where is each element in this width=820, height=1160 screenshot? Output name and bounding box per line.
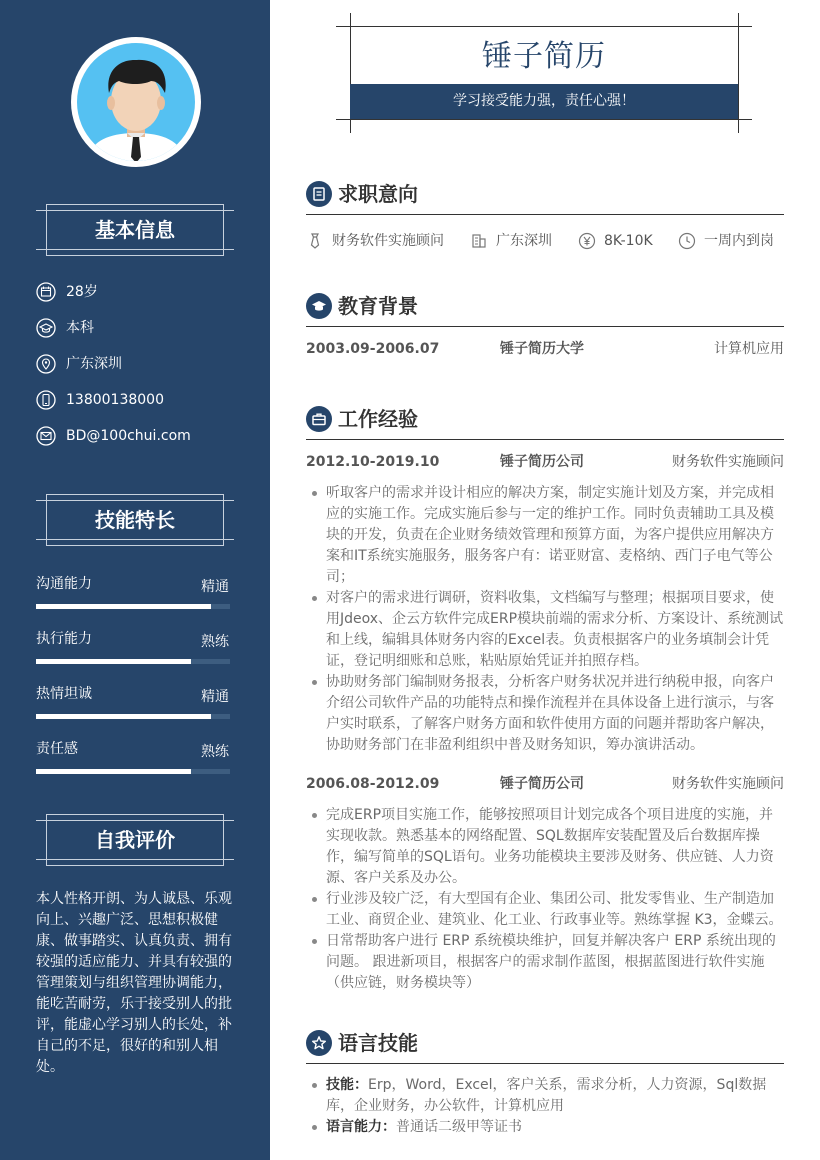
graduation-cap-icon [311, 298, 327, 314]
skill-item [36, 738, 230, 778]
skill-name: 热情坦诚 [36, 686, 92, 702]
job-period: 2006.08-2012.09 [306, 776, 440, 792]
skill-bar-fill [36, 604, 211, 609]
avatar [71, 37, 201, 167]
skill-bar-fill [36, 659, 191, 664]
skill-bar [36, 769, 230, 774]
skill-level: 熟练 [201, 744, 229, 760]
info-education-text: 本科 [66, 320, 94, 336]
skill-level: 精通 [201, 689, 229, 705]
language-skill-label: 技能： [326, 1077, 368, 1093]
tie-icon [306, 232, 324, 250]
list-item: 行业涉及较广泛，有大型国有企业、集团公司、批发零售业、生产制造加工业、商贸企业、建筑业、化工业、行政事业等。熟练掌握 K3，金蝶云。 [306, 889, 784, 931]
intent-city-text: 广东深圳 [496, 233, 552, 249]
sidebar [0, 0, 270, 1160]
intent-availability-text: 一周内到岗 [704, 233, 774, 249]
language-title: 语言技能 [338, 1031, 418, 1055]
graduation-cap-icon [36, 318, 56, 338]
skill-bar-fill [36, 769, 191, 774]
work-section-heading [306, 406, 784, 440]
job-row [306, 452, 784, 472]
slogan-text: 学习接受能力强，责任心强！ [453, 93, 635, 109]
skill-item [36, 628, 230, 668]
info-email-text: BD@100chui.com [66, 428, 191, 444]
info-age-text: 28岁 [66, 284, 98, 300]
skill-name: 责任感 [36, 741, 78, 757]
job-row [306, 774, 784, 794]
document-icon [311, 186, 327, 202]
list-item: 日常帮助客户进行 ERP 系统模块维护，回复并解决客户 ERP 系统出现的问题。 跟进新项目，根据客户的需求制作蓝图，根据蓝图进行软件实施（供应链，财务模块等） [306, 931, 784, 994]
skill-item [36, 683, 230, 723]
skill-name: 沟通能力 [36, 576, 92, 592]
work-badge [306, 406, 332, 432]
intent-title: 求职意向 [338, 182, 418, 206]
job-company: 锤子简历公司 [500, 776, 584, 792]
skill-level: 熟练 [201, 634, 229, 650]
list-item [306, 1075, 784, 1117]
education-title: 教育背景 [338, 294, 418, 318]
list-item [306, 1117, 784, 1138]
skill-name: 执行能力 [36, 631, 92, 647]
mail-icon [36, 426, 56, 446]
self-eval-title: 自我评价 [95, 828, 175, 852]
location-pin-icon [36, 354, 56, 374]
education-period: 2003.09-2006.07 [306, 341, 440, 357]
resume-title: 锤子简历 [482, 39, 606, 74]
intent-position-text: 财务软件实施顾问 [332, 233, 444, 249]
basic-info-heading [36, 204, 234, 256]
language-skill-text: Erp，Word，Excel，客户关系，需求分析，人力资源，Sql数据库，企业财务，办公软件，计算机应用 [326, 1077, 767, 1114]
avatar-icon [75, 41, 197, 163]
phone-icon [36, 390, 56, 410]
info-location-text: 广东深圳 [66, 356, 122, 372]
language-bullets [306, 1075, 784, 1138]
clock-icon [678, 232, 696, 250]
skill-bar [36, 659, 230, 664]
skill-bar [36, 714, 230, 719]
calendar-icon [36, 282, 56, 302]
skill-level: 精通 [201, 579, 229, 595]
language-badge [306, 1030, 332, 1056]
list-item: 对客户的需求进行调研，资料收集，文档编写与整理；根据项目要求，使用Jdeox、企云方软件完成ERP模块前端的需求分析、方案设计、系统测试和上线，编辑具体财务内容的Excel表。负责根据客户的业务填制会计凭证，登记明细账和总账，粘贴原始凭证并拍照存档。 [306, 588, 784, 672]
star-icon [311, 1035, 327, 1051]
self-eval-text: 本人性格开朗、为人诚恳、乐观向上、兴趣广泛、思想积极健康、做事踏实、认真负责、拥有较强的适应能力、并具有较强的管理策划与组织管理协调能力，能吃苦耐劳，乐于接受别人的批评，能虚心学习别人的长处，补自己的不足，很好的和别人相处。 [36, 891, 232, 1075]
job-role: 财务软件实施顾问 [672, 776, 784, 792]
job-period: 2012.10-2019.10 [306, 454, 440, 470]
job-bullets [306, 805, 784, 994]
language-section-heading [306, 1030, 784, 1064]
slogan-band [350, 84, 738, 119]
education-school: 锤子简历大学 [500, 341, 584, 357]
job-role: 财务软件实施顾问 [672, 454, 784, 470]
briefcase-icon [311, 411, 327, 427]
language-ability-text: 普通话二级甲等证书 [396, 1119, 522, 1135]
list-item: 协助财务部门编制财务报表，分析客户财务状况并进行纳税申报，向客户介绍公司软件产品的功能特点和操作流程并在具体设备上进行演示，与客户实时联系，了解客户财务方面和软件使用方面的问题并帮助客户解决，协助财务部门在非盈利组织中普及财务知识，筹办演讲活动。 [306, 672, 784, 756]
job-company: 锤子简历公司 [500, 454, 584, 470]
education-section-heading [306, 293, 784, 327]
skill-item [36, 573, 230, 613]
info-phone-text: 13800138000 [66, 392, 164, 408]
education-badge [306, 293, 332, 319]
basic-info-title: 基本信息 [95, 218, 175, 242]
intent-section-heading [306, 181, 784, 215]
job-bullets [306, 483, 784, 756]
education-major: 计算机应用 [714, 341, 784, 357]
skills-heading [36, 494, 234, 546]
language-ability-label: 语言能力： [326, 1119, 396, 1135]
work-title: 工作经验 [338, 407, 418, 431]
skill-bar-fill [36, 714, 211, 719]
skill-bar [36, 604, 230, 609]
intent-badge [306, 181, 332, 207]
self-eval-heading [36, 814, 234, 866]
education-row [306, 339, 784, 359]
list-item: 完成ERP项目实施工作，能够按照项目计划完成各个项目进度的实施，并实现收款。熟悉基本的网络配置、SQL数据库安装配置及后台数据库操作，编写简单的SQL语句。业务功能模块主要涉及财务、供应链、人力资源、客户关系及办公。 [306, 805, 784, 889]
building-icon [470, 232, 488, 250]
skills-title: 技能特长 [95, 508, 175, 532]
yen-icon [578, 232, 596, 250]
intent-salary-text: 8K-10K [604, 233, 653, 249]
list-item: 听取客户的需求并设计相应的解决方案，制定实施计划及方案，并完成相应的实施工作。完成实施后参与一定的维护工作。同时负责辅助工具及模块的开发，负责在企业财务绩效管理和预算方面，为客户提供应用解决方案和IT系统实施服务，服务客户有：诺亚财富、麦格纳、西门子电气等公司； [306, 483, 784, 588]
